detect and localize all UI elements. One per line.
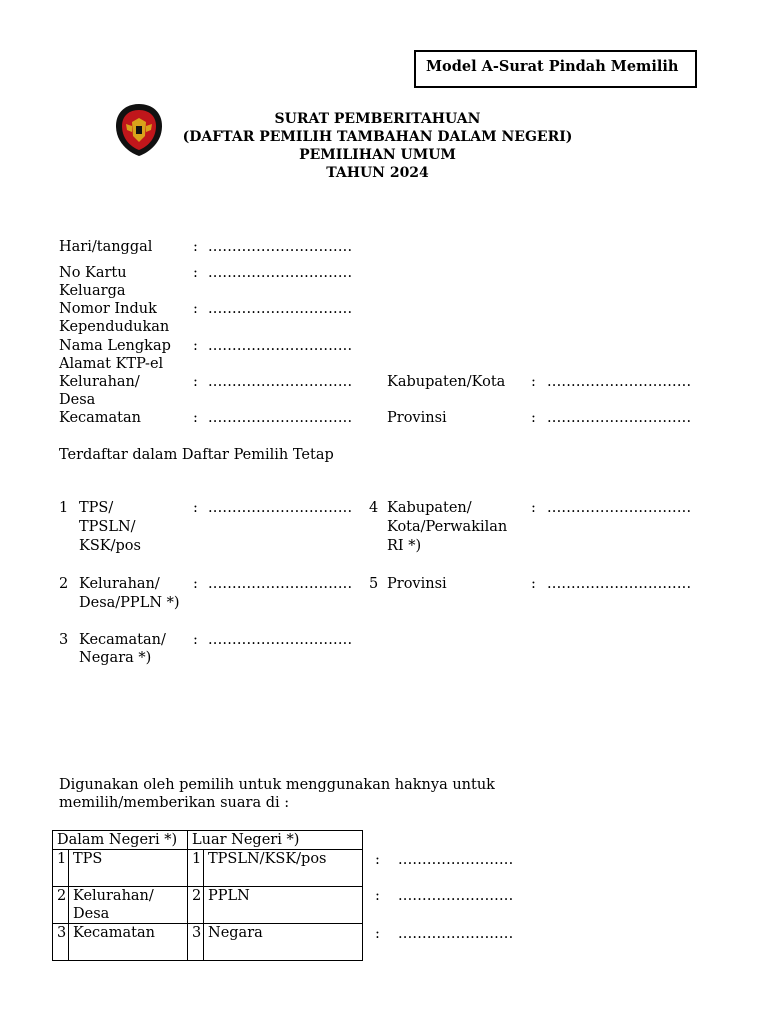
item-number: 4 [369, 500, 379, 516]
item-number: 2 [59, 576, 69, 592]
abroad-option[interactable]: TPSLN/KSK/pos [204, 850, 363, 887]
header-abroad: Luar Negeri *) [188, 831, 363, 850]
field-nama-lengkap[interactable]: .............................. [208, 338, 353, 354]
table-row [53, 850, 363, 887]
field-kabupaten-perwakilan[interactable]: .............................. [547, 500, 692, 516]
field-provinsi[interactable]: .............................. [547, 410, 692, 426]
colon: : [193, 410, 198, 426]
field-negara[interactable]: ........................ [398, 926, 514, 942]
item-number: 1 [59, 500, 69, 516]
colon: : [531, 374, 536, 390]
colon: : [193, 374, 198, 390]
colon: : [375, 926, 380, 942]
label-kabupaten-kota: Kabupaten/Kota [387, 374, 506, 390]
label-kelurahan-1: Kelurahan/ [59, 374, 140, 390]
abroad-option[interactable]: PPLN [204, 887, 363, 924]
row-number: 2 [53, 887, 69, 924]
table-row [53, 887, 363, 924]
kpu-emblem-icon [112, 102, 166, 158]
colon: : [531, 410, 536, 426]
field-kelurahan-pln[interactable]: .............................. [208, 576, 353, 592]
row-number: 2 [188, 887, 204, 924]
field-ppln[interactable]: ........................ [398, 888, 514, 904]
label-hari-tanggal: Hari/tanggal [59, 239, 153, 255]
title-line-4: TAHUN 2024 [326, 165, 429, 181]
colon: : [193, 338, 198, 354]
label-no-kartu-1: No Kartu [59, 265, 127, 281]
colon: : [375, 852, 380, 868]
field-tpsln[interactable]: ........................ [398, 852, 514, 868]
label-kel-1: Kelurahan/ [79, 576, 160, 592]
model-label-box [414, 50, 697, 88]
table-row [53, 924, 363, 961]
label-provinsi: Provinsi [387, 410, 447, 426]
domestic-option[interactable]: Kecamatan [69, 924, 188, 961]
field-nik[interactable]: .............................. [208, 301, 353, 317]
item-number: 3 [59, 632, 69, 648]
title-line-2: (DAFTAR PEMILIH TAMBAHAN DALAM NEGERI) [182, 129, 573, 145]
title-line-3: PEMILIHAN UMUM [299, 147, 456, 163]
row-number: 3 [53, 924, 69, 961]
field-kabupaten-kota[interactable]: .............................. [547, 374, 692, 390]
colon: : [193, 632, 198, 648]
label-kelurahan-2: Desa [59, 392, 96, 408]
row-number: 1 [53, 850, 69, 887]
label-tps-3: KSK/pos [79, 538, 141, 554]
document-title [170, 110, 585, 182]
field-kecamatan-negara[interactable]: .............................. [208, 632, 353, 648]
colon: : [193, 265, 198, 281]
header-domestic: Dalam Negeri *) [53, 831, 188, 850]
domestic-option[interactable]: Kelurahan/ Desa [69, 887, 188, 924]
field-dpt-provinsi[interactable]: .............................. [547, 576, 692, 592]
usage-text-2: memilih/memberikan suara di : [59, 795, 290, 811]
field-tps[interactable]: .............................. [208, 500, 353, 516]
colon: : [193, 500, 198, 516]
label-tps-2: TPSLN/ [79, 519, 136, 535]
colon: : [193, 239, 198, 255]
label-kab-1: Kabupaten/ [387, 500, 472, 516]
label-tps-1: TPS/ [79, 500, 114, 516]
label-kel-2: Desa/PPLN *) [79, 595, 180, 611]
label-dpt-provinsi: Provinsi [387, 576, 447, 592]
label-kecamatan: Kecamatan [59, 410, 141, 426]
label-nik-2: Kependudukan [59, 319, 170, 335]
colon: : [531, 576, 536, 592]
row-number: 1 [188, 850, 204, 887]
model-label: Model A-Surat Pindah Memilih [426, 58, 679, 75]
field-no-kartu-keluarga[interactable]: .............................. [208, 265, 353, 281]
abroad-option[interactable]: Negara [204, 924, 363, 961]
domestic-option[interactable]: TPS [69, 850, 188, 887]
usage-text-1: Digunakan oleh pemilih untuk menggunakan haknya untuk [59, 777, 495, 793]
label-nama-lengkap: Nama Lengkap [59, 338, 171, 354]
colon: : [193, 301, 198, 317]
label-kec-1: Kecamatan/ [79, 632, 166, 648]
title-line-1: SURAT PEMBERITAHUAN [274, 111, 481, 127]
label-alamat: Alamat KTP-el [59, 356, 164, 372]
table-header-row [53, 831, 363, 850]
voting-location-table [52, 830, 363, 961]
colon: : [375, 888, 380, 904]
registered-heading: Terdaftar dalam Daftar Pemilih Tetap [59, 447, 334, 463]
row-number: 3 [188, 924, 204, 961]
colon: : [193, 576, 198, 592]
label-nik-1: Nomor Induk [59, 301, 157, 317]
field-hari-tanggal[interactable]: .............................. [208, 239, 353, 255]
field-kelurahan[interactable]: .............................. [208, 374, 353, 390]
label-kab-2: Kota/Perwakilan [387, 519, 508, 535]
field-kecamatan[interactable]: .............................. [208, 410, 353, 426]
colon: : [531, 500, 536, 516]
label-kab-3: RI *) [387, 538, 422, 554]
item-number: 5 [369, 576, 379, 592]
label-no-kartu-2: Keluarga [59, 283, 126, 299]
label-kec-2: Negara *) [79, 650, 152, 666]
